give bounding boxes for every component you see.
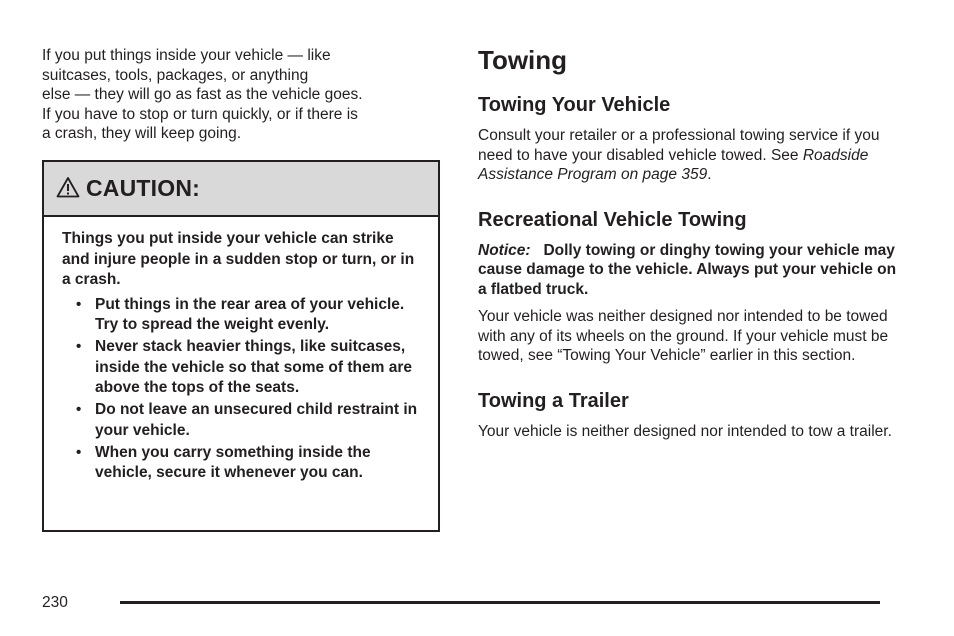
- section-paragraph: Your vehicle was neither designed nor intended to be towed with any of its wheels on the ground. If your vehicle must be towed, see “Towing Your Vehicle” earlier in this section.: [478, 308, 889, 364]
- section-towing-your-vehicle: [478, 92, 898, 185]
- section-towing-trailer: [478, 388, 898, 442]
- section-heading: Towing a Trailer: [478, 389, 629, 412]
- intro-line: If you put things inside your vehicle — like: [42, 47, 331, 64]
- caution-bullet: [62, 443, 424, 484]
- intro-line: suitcases, tools, packages, or anything: [42, 66, 309, 84]
- section-paragraph: Your vehicle is neither designed nor intended to tow a trailer.: [478, 422, 892, 440]
- caution-bullet-list: [62, 295, 424, 484]
- caution-intro: Things you put inside your vehicle can strike and injure people in a sudden stop or turn, or in a crash.: [62, 230, 415, 288]
- section-heading: Recreational Vehicle Towing: [478, 208, 747, 231]
- intro-paragraph: [42, 46, 424, 144]
- warning-triangle-icon: [56, 176, 80, 198]
- footer-rule: [120, 601, 880, 604]
- caution-title: CAUTION:: [86, 175, 201, 201]
- left-column: [42, 46, 424, 144]
- intro-line: a crash, they will keep going.: [42, 125, 242, 142]
- intro-line: If you have to stop or turn quickly, or if there is: [42, 105, 358, 123]
- section-heading: Towing Your Vehicle: [478, 94, 671, 116]
- caution-bullet: [62, 337, 424, 399]
- caution-body: [44, 217, 438, 484]
- bullet-dot-icon: •: [76, 443, 82, 461]
- caution-bullet: [62, 400, 424, 441]
- bullet-dot-icon: •: [76, 338, 82, 355]
- paragraph-text: Consult your retailer or a professional towing service if you need to have your disabled vehicle towed. See: [478, 127, 880, 164]
- intro-line: else — they will go as fast as the vehicle goes.: [42, 86, 363, 103]
- caution-bullet: [62, 295, 424, 336]
- bullet-dot-icon: •: [76, 401, 82, 418]
- bullet-text: Never stack heavier things, like suitcases, inside the vehicle so that some of them are above the tops of the seats.: [95, 338, 412, 396]
- cross-reference-link[interactable]: Roadside Assistance Program on page 359: [478, 146, 869, 183]
- section-paragraph: [478, 126, 898, 185]
- bullet-text: Do not leave an unsecured child restraint in your vehicle.: [95, 401, 418, 439]
- page-number: 230: [42, 594, 68, 611]
- bullet-text: When you carry something inside the vehicle, secure it whenever you can.: [95, 443, 371, 481]
- notice-label: Notice:: [478, 241, 531, 259]
- bullet-dot-icon: •: [76, 295, 82, 313]
- right-column: [478, 42, 898, 463]
- caution-box: [42, 160, 440, 532]
- bullet-text: Put things in the rear area of your vehicle. Try to spread the weight evenly.: [95, 295, 405, 333]
- page-title: Towing: [478, 45, 568, 75]
- caution-header: [44, 162, 438, 217]
- paragraph-end: .: [707, 166, 712, 183]
- notice-paragraph: [478, 241, 898, 300]
- section-recreational-towing: [478, 207, 898, 366]
- notice-text: Dolly towing or dinghy towing your vehicle may cause damage to the vehicle. Always put your vehicle on a flatbed truck.: [478, 241, 897, 298]
